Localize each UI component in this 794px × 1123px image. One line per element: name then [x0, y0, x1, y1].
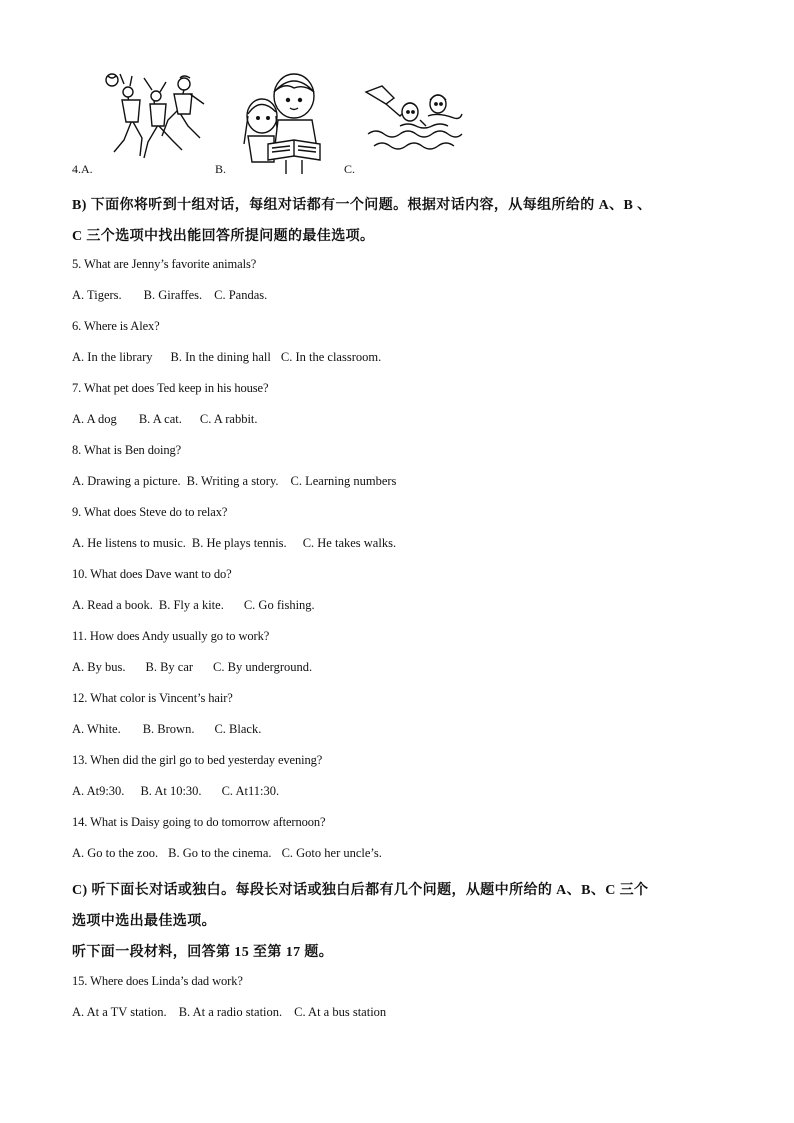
- question-text: 11. How does Andy usually go to work?: [72, 629, 270, 643]
- option-b: B. A cat.: [138, 412, 182, 426]
- q4-label-b: B.: [215, 162, 227, 176]
- q4-label-a: 4.A.: [72, 162, 93, 176]
- option-b: B. Fly a kite.: [158, 598, 224, 612]
- question-15-text: 15. Where does Linda’s dad work?: [72, 974, 243, 988]
- option-c: C. A rabbit.: [199, 412, 258, 426]
- q4-label-c: C.: [344, 162, 356, 176]
- option-b: B. At a radio station.: [178, 1005, 283, 1019]
- question-options: [72, 350, 381, 365]
- question-options: [72, 846, 382, 861]
- option-b: B. Writing a story.: [186, 474, 279, 488]
- option-a: A. Tigers.: [72, 288, 122, 302]
- option-c: C. At a bus station: [294, 1005, 387, 1019]
- children-reading-image: [238, 70, 330, 174]
- section-c-instruction-line1: C) 听下面长对话或独白。每段长对话或独白后都有几个问题，从题中所给的 A、B、C 三个: [72, 883, 649, 898]
- question-options: [72, 660, 312, 675]
- option-a: A. He listens to music.: [72, 536, 186, 550]
- option-c: C. Goto her uncle’s.: [281, 846, 382, 860]
- question-options: [72, 474, 396, 489]
- option-b: B. Brown.: [142, 722, 195, 736]
- question-text: 6. Where is Alex?: [72, 319, 160, 333]
- option-a: A. A dog: [72, 412, 117, 426]
- question-text: 10. What does Dave want to do?: [72, 567, 232, 581]
- section-b-instruction-line1: B) 下面你将听到十组对话，每组对话都有一个问题。根据对话内容，从每组所给的 A、B 、: [72, 198, 652, 213]
- option-c: C. He takes walks.: [302, 536, 397, 550]
- question-text: 5. What are Jenny’s favorite animals?: [72, 257, 257, 271]
- question-text: 12. What color is Vincent’s hair?: [72, 691, 233, 705]
- option-a: A. White.: [72, 722, 121, 736]
- option-b: B. Go to the cinema.: [168, 846, 272, 860]
- option-b: B. In the dining hall: [170, 350, 271, 364]
- option-c: C. Black.: [214, 722, 262, 736]
- option-a: A. By bus.: [72, 660, 126, 674]
- option-a: A. At a TV station.: [72, 1005, 167, 1019]
- option-a: A. Drawing a picture.: [72, 474, 181, 488]
- option-c: C. Pandas.: [214, 288, 268, 302]
- swimmers-image: [364, 82, 464, 162]
- question-text: 9. What does Steve do to relax?: [72, 505, 228, 519]
- option-b: B. He plays tennis.: [191, 536, 287, 550]
- option-b: B. Giraffes.: [143, 288, 203, 302]
- section-c-instruction-line2: 选项中选出最佳选项。: [72, 914, 216, 929]
- section-b-instruction-line2: C 三个选项中找出能回答所提问题的最佳选项。: [72, 229, 375, 244]
- question-15-options: [72, 1005, 386, 1020]
- option-c: C. At11:30.: [221, 784, 280, 798]
- option-c: C. Learning numbers: [290, 474, 397, 488]
- option-c: C. In the classroom.: [280, 350, 382, 364]
- option-b: B. At 10:30.: [140, 784, 202, 798]
- option-a: A. In the library: [72, 350, 153, 364]
- option-c: C. Go fishing.: [243, 598, 315, 612]
- option-a: A. At9:30.: [72, 784, 125, 798]
- question-text: 14. What is Daisy going to do tomorrow afternoon?: [72, 815, 326, 829]
- question-options: [72, 536, 396, 551]
- question-text: 8. What is Ben doing?: [72, 443, 182, 457]
- question-options: [72, 722, 261, 737]
- question-options: [72, 598, 315, 613]
- question-options: [72, 288, 267, 303]
- option-a: A. Read a book.: [72, 598, 153, 612]
- question-text: 13. When did the girl go to bed yesterday evening?: [72, 753, 323, 767]
- option-c: C. By underground.: [213, 660, 313, 674]
- option-a: A. Go to the zoo.: [72, 846, 159, 860]
- question-options: [72, 412, 258, 427]
- question-text: 7. What pet does Ted keep in his house?: [72, 381, 269, 395]
- question-options: [72, 784, 279, 799]
- section-c-instruction-line3: 听下面一段材料，回答第 15 至第 17 题。: [72, 945, 334, 960]
- question-4-pictures: [72, 70, 492, 180]
- basketball-players-image: [100, 70, 212, 170]
- option-b: B. By car: [145, 660, 194, 674]
